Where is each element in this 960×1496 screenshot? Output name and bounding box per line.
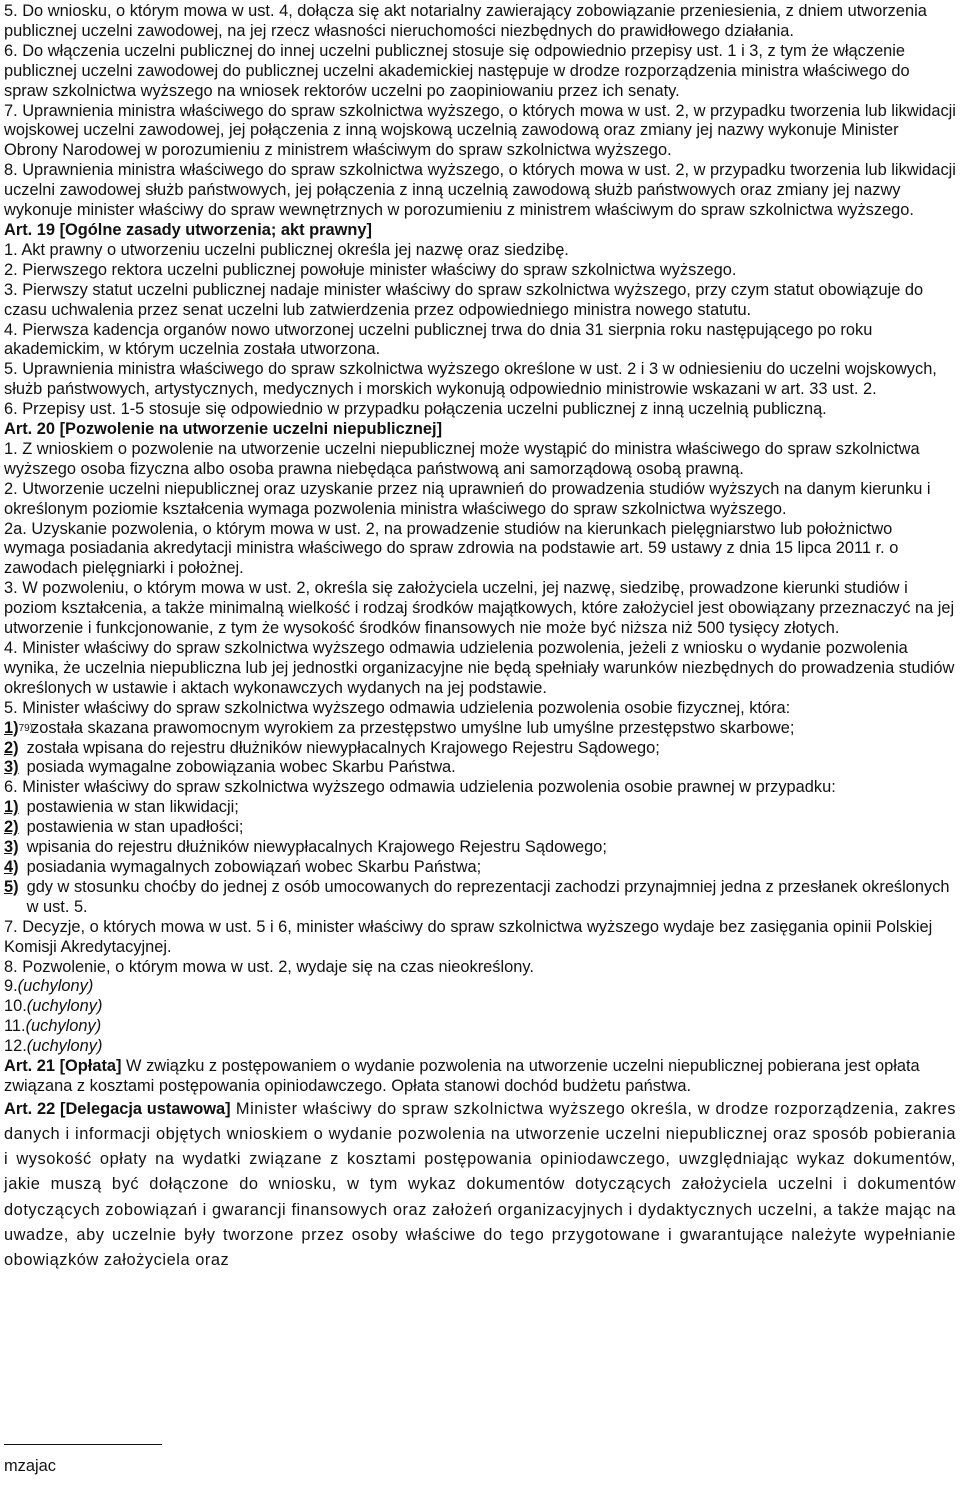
list-item [4,878,956,918]
list-item-text: postawienia w stan likwidacji; [26,798,239,817]
list-item-text: została wpisana do rejestru dłużników niewypłacalnych Krajowego Rejestru Sądowego; [26,738,660,757]
repealed-item [4,977,956,997]
list-item-text: posiadania wymagalnych zobowiązań wobec Skarbu Państwa; [26,857,482,876]
list-item [4,858,956,878]
art20-para-6: 6. Minister właściwy do spraw szkolnictwa wyższego odmawia udzielenia pozwolenia osobie prawnej w przypadku: [4,778,836,797]
footer-author: mzajac [4,1457,56,1475]
art18-para-5: 5. Do wniosku, o którym mowa w ust. 4, dołącza się akt notarialny zawierający zobowiązanie przeniesienia, z dniem utworzenia publicznej uczelni zawodowej, na jej rzecz własności nieruchomości niezbędnych do prawidłowego działania. [4,2,927,40]
art18-para-8: 8. Uprawnienia ministra właściwego do spraw szkolnictwa wyższego, o których mowa w ust. 2, w przypadku tworzenia lub likwidacji uczelni zawodowej służb państwowych, jej połączenia z inną uczelnią zawodową służb państwowych oraz zmiany jej nazwy wykonuje minister właściwy do spraw wewnętrznych w porozumieniu z ministrem właściwym do spraw szkolnictwa wyższego. [4,161,956,220]
list-item [4,838,956,858]
repealed-item-number: 10. [4,997,27,1016]
art21-heading: Art. 21 [Opłata] [4,1057,122,1076]
art19-heading: Art. 19 [Ogólne zasady utworzenia; akt prawny] [4,220,372,239]
list-item-text: postawienia w stan upadłości; [26,818,244,837]
art20-para-2a: 2a. Uzyskanie pozwolenia, o którym mowa w ust. 2, na prowadzenie studiów na kierunkach pielęgniarstwo lub położnictwo wymaga posiadania akredytacji ministra właściwego do spraw zdrowia na podstawie art. 59 ustawy z dnia 15 lipca 2011 r. o zawodach pielęgniarki i położnej. [4,519,899,578]
list-item-number: 1) [4,718,19,737]
art20-para-1: 1. Z wnioskiem o pozwolenie na utworzenie uczelni niepublicznej może wystąpić do ministra właściwego do spraw szkolnictwa wyższego osoba fizyczna albo osoba prawna niebędąca państwową ani samorządową osobą prawną. [4,439,920,478]
page-footer [4,1444,960,1477]
list-item [4,798,956,818]
art20-heading: Art. 20 [Pozwolenie na utworzenie uczelni niepublicznej] [4,420,443,439]
list-item-text: gdy w stosunku choćby do jednej z osób umocowanych do reprezentacji zachodzi przynajmniej jedna z przesłanek określonych w ust. 5. [26,877,950,916]
repealed-item [4,1017,956,1037]
footnote-reference: 79) [18,722,34,734]
art19-para-3: 3. Pierwszy statut uczelni publicznej nadaje minister właściwy do spraw szkolnictwa wyższego, przy czym statut obowiązuje do czasu uchwalenia przez senat uczelni lub zatwierdzenia przez odpowiedniego ministra nowego statutu. [4,280,924,319]
art19-para-5: 5. Uprawnienia ministra właściwego do spraw szkolnictwa wyższego określone w ust. 2 i 3 w odniesieniu do uczelni wojskowych, służb państwowych, artystycznych, medycznych i morskich wykonują odpowiednio ministrowie wskazani w art. 33 ust. 2. [4,360,937,399]
art19-para-6: 6. Przepisy ust. 1-5 stosuje się odpowiednio w przypadku połączenia uczelni publicznej z inną uczelnią publiczną. [4,400,827,419]
repealed-item-number: 12. [4,1037,27,1056]
repealed-item [4,1037,956,1057]
art20-para-3: 3. W pozwoleniu, o którym mowa w ust. 2, określa się założyciela uczelni, jej nazwę, siedzibę, prowadzone kierunki studiów i poziom kształcenia, a także minimalną wielkość i rodzaj środków majątkowych, które założyciel jest obowiązany przeznaczyć na jej utworzenie i funkcjonowanie, z tym że wysokość środków finansowych nie może być niższa niż 500 tysięcy złotych. [4,579,955,638]
repealed-item-number: 11. [4,1017,26,1036]
art18-para-7: 7. Uprawnienia ministra właściwego do spraw szkolnictwa wyższego, o których mowa w ust. 2, w przypadku tworzenia lub likwidacji wojskowej uczelni zawodowej, jej połączenia z inną wojskową uczelnią zawodową oraz zmiany jej nazwy wykonuje Minister Obrony Narodowej w porozumieniu z ministrem właściwym do spraw szkolnictwa wyższego. [4,101,956,160]
art22-heading: Art. 22 [Delegacja ustawowa] [4,1099,231,1118]
document-body [4,2,956,1273]
art20-para-7: 7. Decyzje, o których mowa w ust. 5 i 6, minister właściwy do spraw szkolnictwa wyższego wydaje bez zasięgania opinii Polskiej Komisji Akredytacyjnej. [4,917,933,956]
list-item-text: została skazana prawomocnym wyrokiem za przestępstwo umyślne lub umyślne przestępstwo skarbowe; [31,718,795,737]
art19-para-1: 1. Akt prawny o utworzeniu uczelni publicznej określa jej nazwę oraz siedzibę. [4,240,569,259]
art21 [4,1057,956,1097]
art19-para-2: 2. Pierwszego rektora uczelni publicznej powołuje minister właściwy do spraw szkolnictwa wyższego. [4,260,737,279]
list-item [4,739,956,759]
list-item-number: 3) [4,838,19,857]
list-item-number: 3) [4,758,19,777]
art20-para-4: 4. Minister właściwy do spraw szkolnictwa wyższego odmawia udzielenia pozwolenia, jeżeli z wniosku o wydanie pozwolenia wynika, że uczelnia niepubliczna lub jej jednostki organizacyjne nie będą spełniały warunków niezbędnych do prowadzenia studiów określonych w ustawie i aktach wykonawczych wydanych na jej podstawie. [4,639,955,697]
footer-divider [4,1444,162,1445]
repealed-item-text: (uchylony) [26,1037,103,1056]
repealed-item [4,997,956,1017]
art18-para-6: 6. Do włączenia uczelni publicznej do innej uczelni publicznej stosuje się odpowiednio przepisy ust. 1 i 3, z tym że włączenie publicznej uczelni zawodowej do publicznej uczelni akademickiej następuje w drodze rozporządzenia ministra właściwego do spraw szkolnictwa wyższego na wniosek rektorów uczelni po zaopiniowaniu przez ich senaty. [4,41,910,100]
list-item [4,758,956,778]
list-item [4,719,956,739]
list-item-number: 1) [4,798,19,817]
art21-text: W związku z postępowaniem o wydanie pozwolenia na utworzenie uczelni niepublicznej pobierana jest opłata związana z kosztami postępowania opiniodawczego. Opłata stanowi dochód budżetu państwa. [4,1057,920,1095]
list-item-number: 2) [4,738,19,757]
list-item [4,818,956,838]
list-item-number: 5) [4,877,19,896]
list-item-number: 2) [4,818,19,837]
art20-para-2: 2. Utworzenie uczelni niepublicznej oraz uzyskanie przez nią uprawnień do prowadzenia studiów wyższych na danym kierunku i określonym poziomie kształcenia wymaga pozwolenia ministra właściwego do spraw szkolnictwa wyższego. [4,479,931,518]
repealed-item-text: (uchylony) [17,977,94,996]
list-item-number: 4) [4,857,19,876]
repealed-item-text: (uchylony) [25,1017,102,1036]
list-item-text: wpisania do rejestru dłużników niewypłacalnych Krajowego Rejestru Sądowego; [26,838,607,857]
art22-text: Minister właściwy do spraw szkolnictwa wyższego określa, w drodze rozporządzenia, zakres danych i informacji objętych wnioskiem o wydanie pozwolenia na utworzenie uczelni niepublicznej oraz sposób pobierania i wysokość opłaty na wydatki związane z kosztami postępowania opiniodawczego, uwzględniając wykaz dokumentów, jakie muszą być dołączone do wniosku, w tym wykaz dokumentów dotyczących założyciela uczelni i dokumentów dotyczących zobowiązań i gwarancji finansowych oraz założeń organizacyjnych i dydaktycznych uczelni, a także mając na uwadze, aby uczelnie były tworzone przez osoby właściwe do tego przygotowane i gwarantujące należyte wypełnianie obowiązków założyciela oraz [4,1099,956,1270]
art19-para-4: 4. Pierwsza kadencja organów nowo utworzonej uczelni publicznej trwa do dnia 31 sierpnia roku następującego po roku akademickim, w którym uczelnia została utworzona. [4,320,873,359]
art20-para-5: 5. Minister właściwy do spraw szkolnictwa wyższego odmawia udzielenia pozwolenia osobie fizycznej, która: [4,698,791,717]
list-item-text: posiada wymagalne zobowiązania wobec Skarbu Państwa. [26,758,456,777]
repealed-item-text: (uchylony) [26,997,103,1016]
repealed-item-number: 9. [4,977,18,996]
art22 [4,1097,956,1273]
art20-para-8: 8. Pozwolenie, o którym mowa w ust. 2, wydaje się na czas nieokreślony. [4,957,534,976]
